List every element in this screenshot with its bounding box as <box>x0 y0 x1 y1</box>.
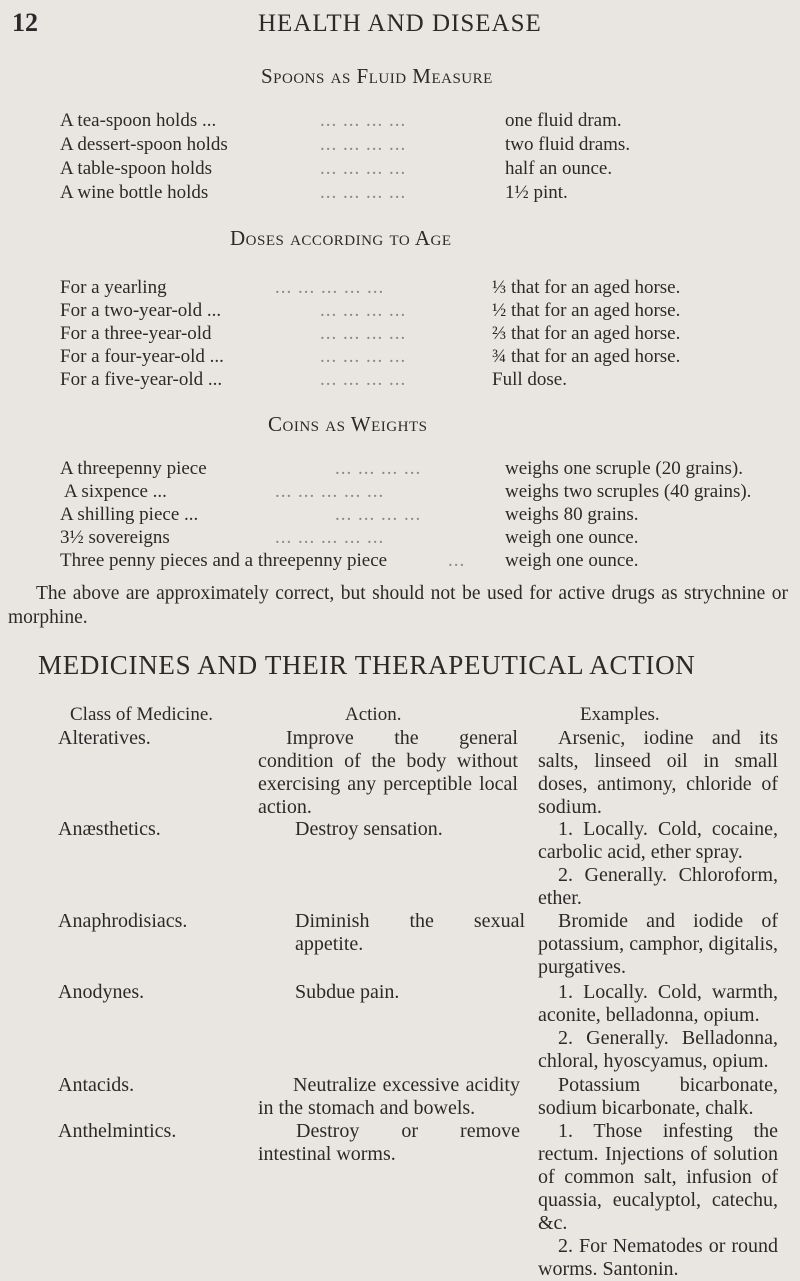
coin-value: weigh one ounce. <box>505 550 639 571</box>
leader-dots: ... ... ... ... <box>320 158 407 179</box>
page-number: 12 <box>12 8 38 37</box>
dose-label: For a two-year-old ... <box>60 300 222 321</box>
spoon-label: A wine bottle holds <box>60 182 209 203</box>
leader-dots: ... ... ... ... <box>335 458 422 479</box>
medicine-class: Alteratives. <box>58 727 151 749</box>
coin-label: A sixpence ... <box>64 481 167 502</box>
column-header-examples: Examples. <box>580 704 660 725</box>
spoon-value: two fluid drams. <box>505 134 631 155</box>
leader-dots: ... ... ... ... <box>320 346 407 367</box>
dose-label: For a five-year-old ... <box>60 369 223 390</box>
medicine-action: Destroy or remove intestinal worms. <box>258 1120 520 1165</box>
coin-label: Three penny pieces and a threepenny piece <box>60 550 388 571</box>
leader-dots: ... ... ... ... <box>320 369 407 390</box>
dose-label: For a four-year-old ... <box>60 346 224 367</box>
coin-value: weighs 80 grains. <box>505 504 639 525</box>
dose-value: ¾ that for an aged horse. <box>492 346 681 367</box>
example-paragraph: 2. For Nematodes or round worms. Santonin. <box>538 1235 778 1280</box>
medicine-action: Subdue pain. <box>295 981 400 1003</box>
dose-value: ½ that for an aged horse. <box>492 300 681 321</box>
leader-dots: ... ... ... ... <box>320 300 407 321</box>
medicine-action: Improve the general condition of the body without exercising any perceptible local action. <box>258 727 518 818</box>
dose-value: ⅓ that for an aged horse. <box>492 277 681 298</box>
leader-dots: ... ... ... ... <box>335 504 422 525</box>
dose-value: ⅔ that for an aged horse. <box>492 323 681 344</box>
medicine-action: Diminish the sexual appetite. <box>295 910 525 955</box>
leader-dots: ... ... ... ... ... <box>275 277 385 298</box>
example-paragraph: 1. Locally. Cold, cocaine, carbolic acid, ether spray. <box>538 818 778 863</box>
example-paragraph: 1. Locally. Cold, warmth, aconite, belladonna, opium. <box>538 981 778 1026</box>
medicine-examples <box>538 1074 778 1120</box>
dose-value: Full dose. <box>492 369 567 390</box>
spoons-section-title: Spoons as Fluid Measure <box>261 64 493 88</box>
leader-dots: ... ... ... ... <box>320 134 407 155</box>
spoon-label: A tea-spoon holds ... <box>60 110 217 131</box>
column-header-action: Action. <box>345 704 402 725</box>
spoon-value: half an ounce. <box>505 158 613 179</box>
spoon-label: A table-spoon holds <box>60 158 212 179</box>
spoon-label: A dessert-spoon holds <box>60 134 228 155</box>
spoon-value: 1½ pint. <box>505 182 568 203</box>
coin-value: weighs two scruples (40 grains). <box>505 481 752 502</box>
spoon-value: one fluid dram. <box>505 110 622 131</box>
medicine-class: Anaphrodisiacs. <box>58 910 188 932</box>
coin-label: 3½ sovereigns <box>60 527 170 548</box>
medicine-class: Anæsthetics. <box>58 818 161 840</box>
example-paragraph: 1. Those infesting the rectum. Injections of solution of common salt, infusion of quassia, eucalyptol, catechu, &c. <box>538 1120 778 1234</box>
medicine-examples <box>538 818 778 910</box>
medicines-section-title: MEDICINES AND THEIR THERAPEUTICAL ACTION <box>38 650 696 680</box>
running-title: HEALTH AND DISEASE <box>258 10 542 37</box>
coins-section-title: Coins as Weights <box>268 412 428 436</box>
medicine-class: Anodynes. <box>58 981 145 1003</box>
coin-value: weigh one ounce. <box>505 527 639 548</box>
leader-dots: ... ... ... ... <box>320 182 407 203</box>
medicine-examples <box>538 981 778 1073</box>
leader-dots: ... ... ... ... ... <box>275 481 385 502</box>
leader-dots: ... ... ... ... ... <box>275 527 385 548</box>
medicine-class: Anthelmintics. <box>58 1120 177 1142</box>
leader-dots: ... ... ... ... <box>320 323 407 344</box>
medicine-examples <box>538 727 778 819</box>
coin-label: A threepenny piece <box>60 458 207 479</box>
medicine-class: Antacids. <box>58 1074 135 1096</box>
example-paragraph: 2. Generally. Belladonna, chloral, hyoscyamus, opium. <box>538 1027 778 1072</box>
coin-label: A shilling piece ... <box>60 504 199 525</box>
example-paragraph: Potassium bicarbonate, sodium bicarbonate, chalk. <box>538 1074 778 1119</box>
example-paragraph: Bromide and iodide of potassium, camphor, digitalis, purgatives. <box>538 910 778 978</box>
medicine-examples <box>538 910 778 979</box>
column-header-class: Class of Medicine. <box>70 704 214 725</box>
example-paragraph: Arsenic, iodine and its salts, linseed oil in small doses, antimony, chloride of sodium. <box>538 727 778 818</box>
coins-note: The above are approximately correct, but should not be used for active drugs as strychnine or morphine. <box>8 583 788 628</box>
medicine-examples <box>538 1120 778 1281</box>
medicine-action: Destroy sensation. <box>295 818 443 840</box>
coin-value: weighs one scruple (20 grains). <box>505 458 743 479</box>
doses-section-title: Doses according to Age <box>230 226 452 250</box>
dose-label: For a three-year-old <box>60 323 212 344</box>
example-paragraph: 2. Generally. Chloroform, ether. <box>538 864 778 909</box>
leader-dots: ... <box>448 550 466 571</box>
medicine-action: Neutralize excessive acidity in the stomach and bowels. <box>258 1074 520 1119</box>
dose-label: For a yearling <box>60 277 167 298</box>
leader-dots: ... ... ... ... <box>320 110 407 131</box>
